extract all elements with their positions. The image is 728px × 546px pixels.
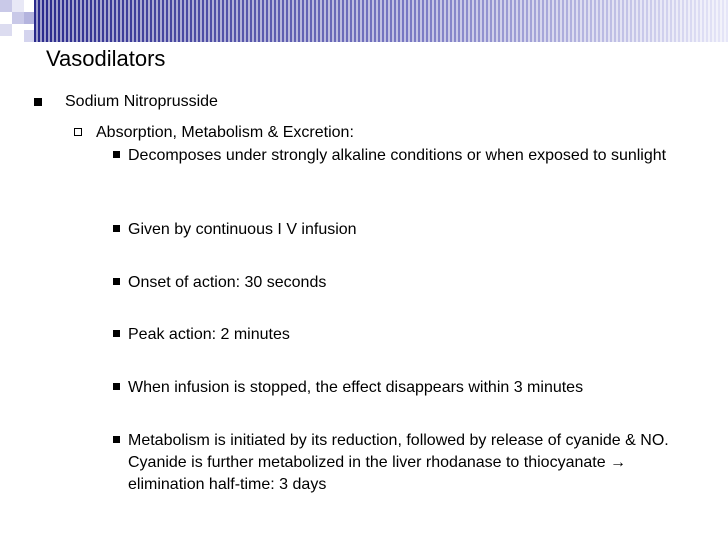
header-stripe-band xyxy=(0,0,728,42)
bullet-text: Absorption, Metabolism & Excretion: xyxy=(96,124,354,141)
hollow-square-bullet-icon xyxy=(74,128,82,136)
bullet-text: When infusion is stopped, the effect disappears within 3 minutes xyxy=(128,379,584,396)
bullet-text: Metabolism is initiated by its reduction, followed by release of cyanide & NO. Cyanide is further metabolized in the liver rhodanase to thiocyanate → elimination half-time: 3 days xyxy=(128,432,669,493)
bullet-text: Decomposes under strongly alkaline conditions or when exposed to sunlight xyxy=(128,147,667,164)
square-bullet-icon xyxy=(113,225,120,232)
slide-title: Vasodilators xyxy=(46,46,166,71)
bullet-text: Onset of action: 30 seconds xyxy=(128,274,327,291)
bullet-text: Sodium Nitroprusside xyxy=(65,93,218,110)
bullet-level3 xyxy=(113,377,673,399)
square-bullet-icon xyxy=(113,151,120,158)
square-bullet-icon xyxy=(113,436,120,443)
bullet-text: Peak action: 2 minutes xyxy=(128,326,290,343)
bullet-text: Given by continuous I V infusion xyxy=(128,221,357,238)
square-bullet-icon xyxy=(113,278,120,285)
square-bullet-icon xyxy=(113,330,120,337)
bullet-level3 xyxy=(113,324,673,346)
bullet-level3 xyxy=(113,145,673,167)
square-bullet-icon xyxy=(113,383,120,390)
bullet-level3 xyxy=(113,219,673,241)
bullet-level3 xyxy=(113,272,673,294)
bullet-level3 xyxy=(113,430,673,496)
square-bullet-icon xyxy=(34,98,42,106)
